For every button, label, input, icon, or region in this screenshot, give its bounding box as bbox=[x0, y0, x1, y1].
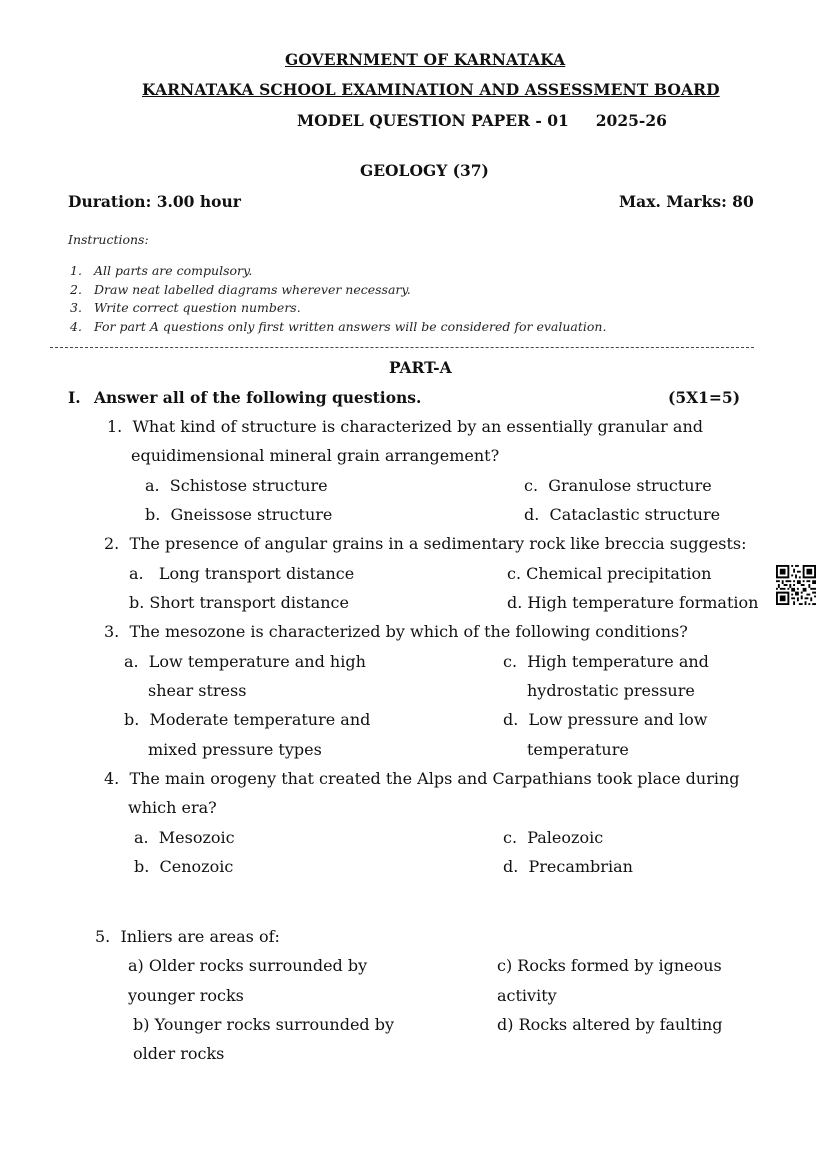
q3-option-c: c. High temperature and bbox=[503, 652, 709, 671]
question-2-line-1: 2. The presence of angular grains in a sedimentary rock like breccia suggests: bbox=[104, 534, 747, 553]
part-title: PART-A bbox=[389, 358, 452, 377]
q4-option-a: a. Mesozoic bbox=[134, 828, 235, 847]
instruction-text-1: All parts are compulsory. bbox=[94, 263, 253, 278]
header-line-3: MODEL QUESTION PAPER - 01 2025-26 bbox=[297, 111, 667, 130]
q2-option-b: b. Short transport distance bbox=[129, 593, 349, 612]
q5-option-b: b) Younger rocks surrounded by bbox=[133, 1015, 395, 1034]
question-4-line-1: 4. The main orogeny that created the Alps and Carpathians took place during bbox=[104, 769, 740, 788]
q3-option-d-cont: temperature bbox=[527, 740, 629, 759]
q1-option-d: d. Cataclastic structure bbox=[524, 505, 721, 524]
duration: Duration: 3.00 hour bbox=[68, 192, 241, 211]
q3-option-d: d. Low pressure and low bbox=[503, 710, 708, 729]
instruction-num-1: 1. bbox=[70, 263, 82, 278]
q2-option-d: d. High temperature formation bbox=[507, 593, 759, 612]
q4-option-c: c. Paleozoic bbox=[503, 828, 604, 847]
q5-option-c: c) Rocks formed by igneous bbox=[497, 956, 722, 975]
max-marks: Max. Marks: 80 bbox=[619, 192, 754, 211]
section-number: I. bbox=[68, 388, 81, 407]
q5-option-a-cont: younger rocks bbox=[128, 986, 244, 1005]
instruction-text-4: For part A questions only first written answers will be considered for evaluation. bbox=[94, 319, 607, 334]
qr-code-icon bbox=[776, 565, 816, 605]
instruction-text-2: Draw neat labelled diagrams wherever necessary. bbox=[94, 282, 411, 297]
instruction-num-3: 3. bbox=[70, 300, 82, 315]
q1-option-b: b. Gneissose structure bbox=[145, 505, 333, 524]
q2-option-a: a. Long transport distance bbox=[129, 564, 355, 583]
q3-option-a-cont: shear stress bbox=[148, 681, 247, 700]
instructions-title: Instructions: bbox=[68, 232, 149, 247]
header-line-2: KARNATAKA SCHOOL EXAMINATION AND ASSESSMENT BOARD bbox=[142, 80, 720, 99]
q3-option-c-cont: hydrostatic pressure bbox=[527, 681, 695, 700]
header-line-1: GOVERNMENT OF KARNATAKA bbox=[285, 50, 566, 69]
question-3-line-1: 3. The mesozone is characterized by which of the following conditions? bbox=[104, 622, 688, 641]
section-title: Answer all of the following questions. bbox=[94, 388, 422, 407]
dashed-divider bbox=[50, 347, 754, 348]
q5-option-a: a) Older rocks surrounded by bbox=[128, 956, 368, 975]
q3-option-a: a. Low temperature and high bbox=[124, 652, 366, 671]
question-4-line-2: which era? bbox=[128, 798, 217, 817]
section-marks: (5X1=5) bbox=[668, 388, 741, 407]
question-1-line-2: equidimensional mineral grain arrangement? bbox=[131, 446, 500, 465]
instruction-num-2: 2. bbox=[70, 282, 82, 297]
q4-option-d: d. Precambrian bbox=[503, 857, 633, 876]
q5-option-d: d) Rocks altered by faulting bbox=[497, 1015, 723, 1034]
subject-title: GEOLOGY (37) bbox=[360, 161, 489, 180]
question-5-line-1: 5. Inliers are areas of: bbox=[95, 927, 280, 946]
q2-option-c: c. Chemical precipitation bbox=[507, 564, 712, 583]
instruction-text-3: Write correct question numbers. bbox=[94, 300, 301, 315]
instruction-num-4: 4. bbox=[70, 319, 82, 334]
q1-option-a: a. Schistose structure bbox=[145, 476, 328, 495]
q5-option-c-cont: activity bbox=[497, 986, 557, 1005]
q3-option-b: b. Moderate temperature and bbox=[124, 710, 371, 729]
q1-option-c: c. Granulose structure bbox=[524, 476, 712, 495]
q4-option-b: b. Cenozoic bbox=[134, 857, 234, 876]
q5-option-b-cont: older rocks bbox=[133, 1044, 225, 1063]
q3-option-b-cont: mixed pressure types bbox=[148, 740, 322, 759]
question-1-line-1: 1. What kind of structure is characterized by an essentially granular and bbox=[107, 417, 703, 436]
